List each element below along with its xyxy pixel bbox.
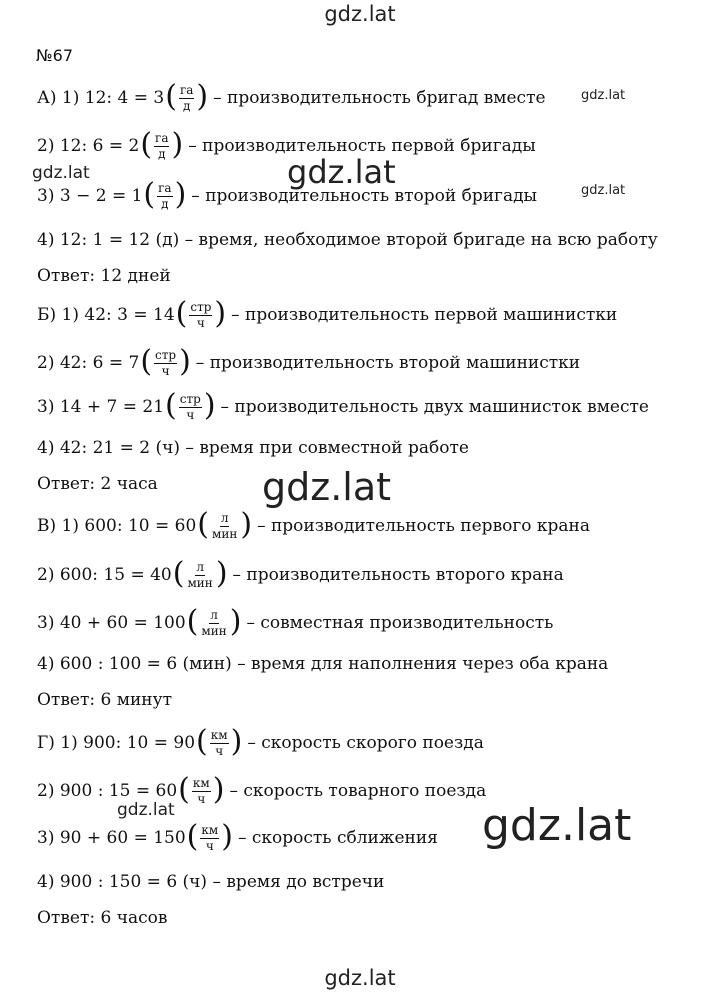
description: – совместная производительность (246, 613, 554, 633)
description: – производительность второй бригады (191, 186, 538, 206)
unit-fraction: $\frac{\text{стр}}{ч}$ (155, 347, 177, 378)
description: – производительность второй машинистки (195, 353, 581, 373)
solution-line: А) 1) 12: 4 = 3 ( $\frac{га}{д}$ ) – производительность бригад вместе (37, 79, 546, 114)
description: – скорость скорого поезда (247, 733, 484, 753)
solution-line: 3) 14 + 7 = 21 ( $\frac{\text{стр}}{ч}$ ) – производительность двух машинисток вместе (37, 388, 649, 423)
solution-line: 2) 900 : 15 = 60 ( $\frac{км}{ч}$ ) – скорость товарного поезда (37, 772, 487, 807)
unit-fraction: $\frac{га}{д}$ (155, 130, 169, 161)
solution-line: Б) 1) 42: 3 = 14 ( $\frac{\text{стр}}{ч}$ ) – производительность первой машинистки (37, 296, 618, 331)
expression: В) 1) 600: 10 = 60 (37, 516, 197, 536)
expression: 2) 42: 6 = 7 (37, 353, 140, 373)
expression: А) 1) 12: 4 = 3 (37, 88, 165, 108)
description: – производительность первого крана (257, 516, 591, 536)
expression: 4) 42: 21 = 2 (ч) – время при совместной работе (37, 438, 469, 458)
solution-line (37, 644, 608, 684)
expression: 3) 14 + 7 = 21 (37, 397, 165, 417)
solution-line (37, 220, 658, 260)
watermark: gdz.lat (581, 88, 626, 103)
solution-line: 2) 42: 6 = 7 ( $\frac{\text{стр}}{ч}$ ) – производительность второй машинистки (37, 344, 581, 379)
unit-fraction: $\frac{га}{д}$ (158, 180, 172, 211)
watermark-bottom: gdz.lat (324, 966, 396, 990)
unit-fraction: $\frac{л}{\text{мин}}$ (212, 510, 238, 541)
unit-fraction: $\frac{л}{\text{мин}}$ (187, 559, 213, 590)
expression: 4) 12: 1 = 12 (д) – время, необходимое второй бригаде на всю работу (37, 230, 658, 250)
watermark: gdz.lat (32, 163, 90, 183)
unit-fraction: $\frac{\text{стр}}{ч}$ (190, 299, 212, 330)
answer-c: Ответ: 6 минут (37, 690, 173, 710)
watermark: gdz.lat (262, 465, 392, 509)
description: – производительность двух машинисток вместе (220, 397, 649, 417)
answer-d: Ответ: 6 часов (37, 908, 168, 928)
description: – производительность второго крана (232, 565, 564, 585)
expression: 4) 900 : 150 = 6 (ч) – время до встречи (37, 872, 385, 892)
answer-a: Ответ: 12 дней (37, 266, 171, 286)
unit-fraction: $\frac{га}{д}$ (179, 82, 194, 113)
unit-fraction: $\frac{л}{\text{мин}}$ (201, 607, 227, 638)
solution-line: В) 1) 600: 10 = 60 ( $\frac{л}{\text{мин}}$ ) – производительность первого крана (37, 507, 591, 542)
expression: 3) 3 − 2 = 1 (37, 186, 143, 206)
expression: 3) 90 + 60 = 150 (37, 828, 186, 848)
solution-line: 2) 600: 15 = 40 ( $\frac{л}{\text{мин}}$ ) – производительность второго крана (37, 556, 564, 591)
unit-fraction: $\frac{км}{ч}$ (210, 727, 228, 758)
watermark-top: gdz.lat (324, 2, 396, 26)
solution-line: 3) 3 − 2 = 1 ( $\frac{га}{д}$ ) – производительность второй бригады (37, 177, 538, 212)
answer-b: Ответ: 2 часа (37, 474, 158, 494)
solution-line: Г) 1) 900: 10 = 90 ( $\frac{км}{ч}$ ) – скорость скорого поезда (37, 724, 484, 759)
expression: 3) 40 + 60 = 100 (37, 613, 186, 633)
watermark: gdz.lat (287, 153, 396, 191)
solution-line (37, 428, 469, 468)
watermark: gdz.lat (117, 800, 175, 820)
unit-fraction: $\frac{км}{ч}$ (192, 775, 210, 806)
expression: 2) 900 : 15 = 60 (37, 781, 178, 801)
expression: Б) 1) 42: 3 = 14 (37, 305, 175, 325)
description: – производительность первой бригады (188, 136, 536, 156)
problem-number: №67 (36, 46, 73, 65)
description: – скорость сближения (237, 828, 438, 848)
expression: Г) 1) 900: 10 = 90 (37, 733, 196, 753)
description: – производительность первой машинистки (231, 305, 618, 325)
solution-line: 3) 40 + 60 = 100 ( $\frac{л}{\text{мин}}$ ) – совместная производительность (37, 604, 554, 639)
solution-line: 2) 12: 6 = 2 ( $\frac{га}{д}$ ) – производительность первой бригады (37, 127, 536, 162)
description: – скорость товарного поезда (229, 781, 487, 801)
watermark: gdz.lat (581, 183, 626, 198)
unit-fraction: $\frac{\text{стр}}{ч}$ (179, 391, 201, 422)
solution-line: 3) 90 + 60 = 150 ( $\frac{км}{ч}$ ) – скорость сближения (37, 819, 438, 854)
watermark: gdz.lat (482, 800, 632, 851)
expression: 2) 600: 15 = 40 (37, 565, 172, 585)
unit-fraction: $\frac{км}{ч}$ (201, 822, 219, 853)
description: – производительность бригад вместе (213, 88, 546, 108)
expression: 2) 12: 6 = 2 (37, 136, 140, 156)
expression: 4) 600 : 100 = 6 (мин) – время для наполнения через оба крана (37, 654, 609, 674)
solution-line (37, 862, 384, 902)
